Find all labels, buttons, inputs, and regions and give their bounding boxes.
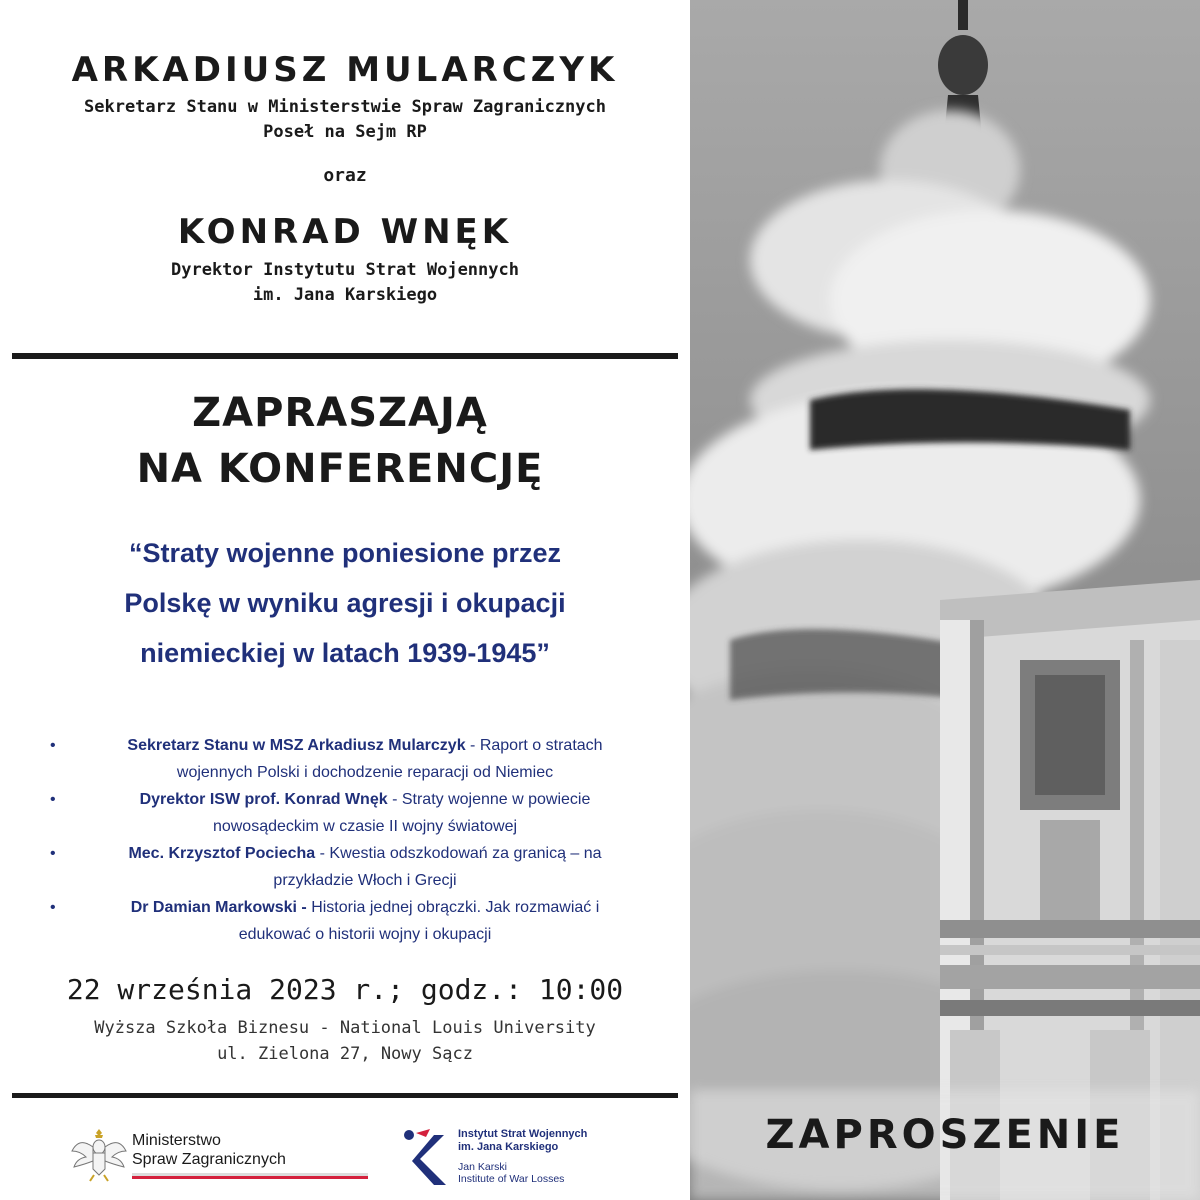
bullet-icon: • [50,737,56,754]
conjunction: oraz [323,165,367,186]
agenda-item [30,786,670,840]
agenda-topic-cont: edukować o historii wojny i okupacji [238,926,492,943]
agenda-speaker: Sekretarz Stanu w MSZ Arkadiusz Mularczyk [127,737,466,754]
conference-title-line2: Polskę w wyniku agresji i okupacji [124,588,566,618]
historical-photo-panel [690,0,1200,1200]
msz-logo-line2: Spraw Zagranicznych [132,1151,286,1168]
venue-line1: Wyższa Szkoła Biznesu - National Louis University [94,1018,596,1038]
isw-logo-line2: im. Jana Karskiego [458,1141,559,1153]
invitation-line2: NA KONFERENCJĘ [136,446,544,492]
isw-logo-line4: Institute of War Losses [458,1173,565,1185]
isw-logo-name [458,1128,587,1154]
invitation-line1: ZAPRASZAJĄ [192,390,488,436]
agenda-item [30,732,670,786]
agenda-topic-cont: przykładzie Włoch i Grecji [273,872,457,889]
organizer2-role-line2: im. Jana Karskiego [252,285,438,305]
divider-bottom [12,1093,678,1098]
burning-tower-photo [690,0,1200,1200]
agenda-topic: Historia jednej obrączki. Jak rozmawiać i [306,899,600,916]
agenda-speaker: Dr Damian Markowski - [130,899,307,916]
agenda-item [30,894,670,948]
agenda-list [30,732,670,948]
agenda-topic: - Raport o stratach [465,737,603,754]
isw-logo-english [458,1161,564,1185]
msz-logo-line1: Ministerstwo [132,1132,221,1149]
photo-caption: ZAPROSZENIE [765,1112,1125,1158]
bullet-icon: • [50,899,56,916]
organizer1-role-line1: Sekretarz Stanu w Ministerstwie Spraw Zagranicznych [84,97,606,117]
organizer2-role-line1: Dyrektor Instytutu Strat Wojennych [171,260,519,280]
bullet-icon: • [50,791,56,808]
conference-title-line1: “Straty wojenne poniesione przez [128,538,562,568]
organizer2-name: KONRAD WNĘK [177,212,513,252]
conference-title-line3: niemieckiej w latach 1939-1945” [140,638,550,668]
isw-logo [400,1125,660,1190]
polish-eagle-icon [70,1125,128,1185]
agenda-speaker: Mec. Krzysztof Pociecha [128,845,316,862]
agenda-topic-cont: wojennych Polski i dochodzenie reparacji od Niemiec [176,764,554,781]
divider-top [12,353,678,359]
event-date-time: 22 września 2023 r.; godz.: 10:00 [66,973,624,1006]
msz-logo [70,1125,330,1185]
agenda-topic: - Straty wojenne w powiecie [387,791,591,808]
bullet-icon: • [50,845,56,862]
agenda-topic-cont: nowosądeckim w czasie II wojny światowej [212,818,518,835]
agenda-topic: - Kwestia odszkodowań za granicą – na [315,845,602,862]
organizer1-role-line2: Poseł na Sejm RP [263,122,427,142]
isw-k-logo-icon [400,1125,452,1189]
organizer1-name: ARKADIUSZ MULARCZYK [71,50,619,90]
venue-line2: ul. Zielona 27, Nowy Sącz [217,1044,473,1064]
agenda-speaker: Dyrektor ISW prof. Konrad Wnęk [139,791,388,808]
isw-logo-line1: Instytut Strat Wojennych [458,1128,588,1140]
isw-logo-line3: Jan Karski [458,1161,508,1173]
flag-stripe-red [132,1176,368,1179]
agenda-item [30,840,670,894]
msz-logo-text [132,1131,286,1169]
